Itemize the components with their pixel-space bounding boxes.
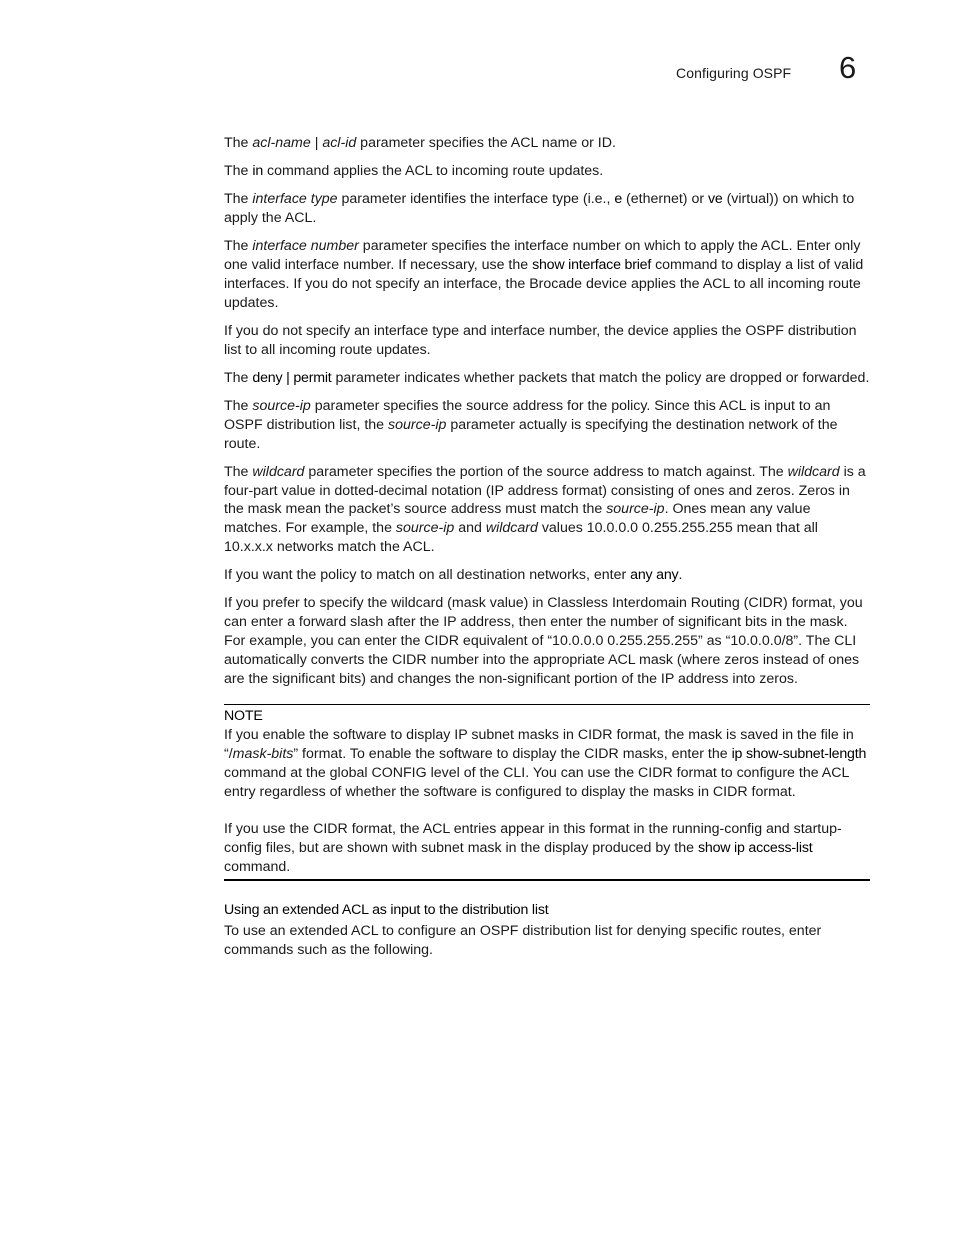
paragraph-interface-type: The interface type parameter identifies the interface type (i.e., e (ethernet) or ve (virtual)) on which to apply the ACL. <box>224 191 855 227</box>
paragraph-acl-name: The acl-name | acl-id parameter specifies the ACL name or ID. <box>224 135 616 151</box>
paragraph-in-command: The in command applies the ACL to incoming route updates. <box>224 163 604 180</box>
page-content <box>224 134 870 969</box>
note-paragraph-cidr-display: If you enable the software to display IP subnet masks in CIDR format, the mask is saved in the file in “/mask-bits” format. To enable the software to display the CIDR masks, enter the ip show-subnet-length command at the global CONFIG level of the CLI. You can use the CIDR format to configure the ACL entry regardless of whether the software is configured to display the masks in CIDR format. <box>224 727 867 800</box>
paragraph-interface-number: The interface number parameter specifies the interface number on which to apply the ACL. Enter only one valid interface number. If necessary, use the show interface brief command to display a list of valid interfaces. If you do not specify an interface, the Brocade device applies the ACL to all incoming route updates. <box>224 238 864 311</box>
paragraph-source-ip: The source-ip parameter specifies the source address for the policy. Since this ACL is input to an OSPF distribution list, the source-ip parameter actually is specifying the destination network of the route. <box>224 398 838 452</box>
section-paragraph: To use an extended ACL to configure an OSPF distribution list for denying specific routes, enter commands such as the following. <box>224 923 822 959</box>
section-heading: Using an extended ACL as input to the distribution list <box>224 901 549 918</box>
note-box <box>224 704 870 880</box>
paragraph-no-interface: If you do not specify an interface type and interface number, the device applies the OSPF distribution list to all incoming route updates. <box>224 322 857 358</box>
paragraph-deny-permit: The deny | permit parameter indicates whether packets that match the policy are dropped or forwarded. <box>224 369 870 386</box>
chapter-number: 6 <box>839 50 857 85</box>
note-paragraph-cidr-format: If you use the CIDR format, the ACL entries appear in this format in the running-config and startup-config files, but are shown with subnet mask in the display produced by the show ip access-list command. <box>224 821 842 875</box>
paragraph-wildcard: The wildcard parameter specifies the portion of the source address to match against. The wildcard is a four-part value in dotted-decimal notation (IP address format) consisting of ones and zeros. Zeros in the mask mean the packet’s source address must match the source-ip. Ones mean any value matches. For example, the source-ip and wildcard values 10.0.0.0 0.255.255.255 mean that all 10.x.x.x networks match the ACL. <box>224 463 866 556</box>
paragraph-any-any: If you want the policy to match on all destination networks, enter any any. <box>224 567 683 584</box>
running-header-title: Configuring OSPF <box>676 65 792 81</box>
note-label: NOTE <box>224 708 263 725</box>
paragraph-cidr: If you prefer to specify the wildcard (mask value) in Classless Interdomain Routing (CIDR) format, you can enter a forward slash after the IP address, then enter the number of significant bits in the mask. For example, you can enter the CIDR equivalent of “10.0.0.0 0.255.255.255” as “10.0.0.0/8”. The CLI automatically converts the CIDR number into the appropriate ACL mask (where zeros instead of ones are the significant bits) and changes the non-significant portion of the IP address into zeros. <box>224 595 863 687</box>
